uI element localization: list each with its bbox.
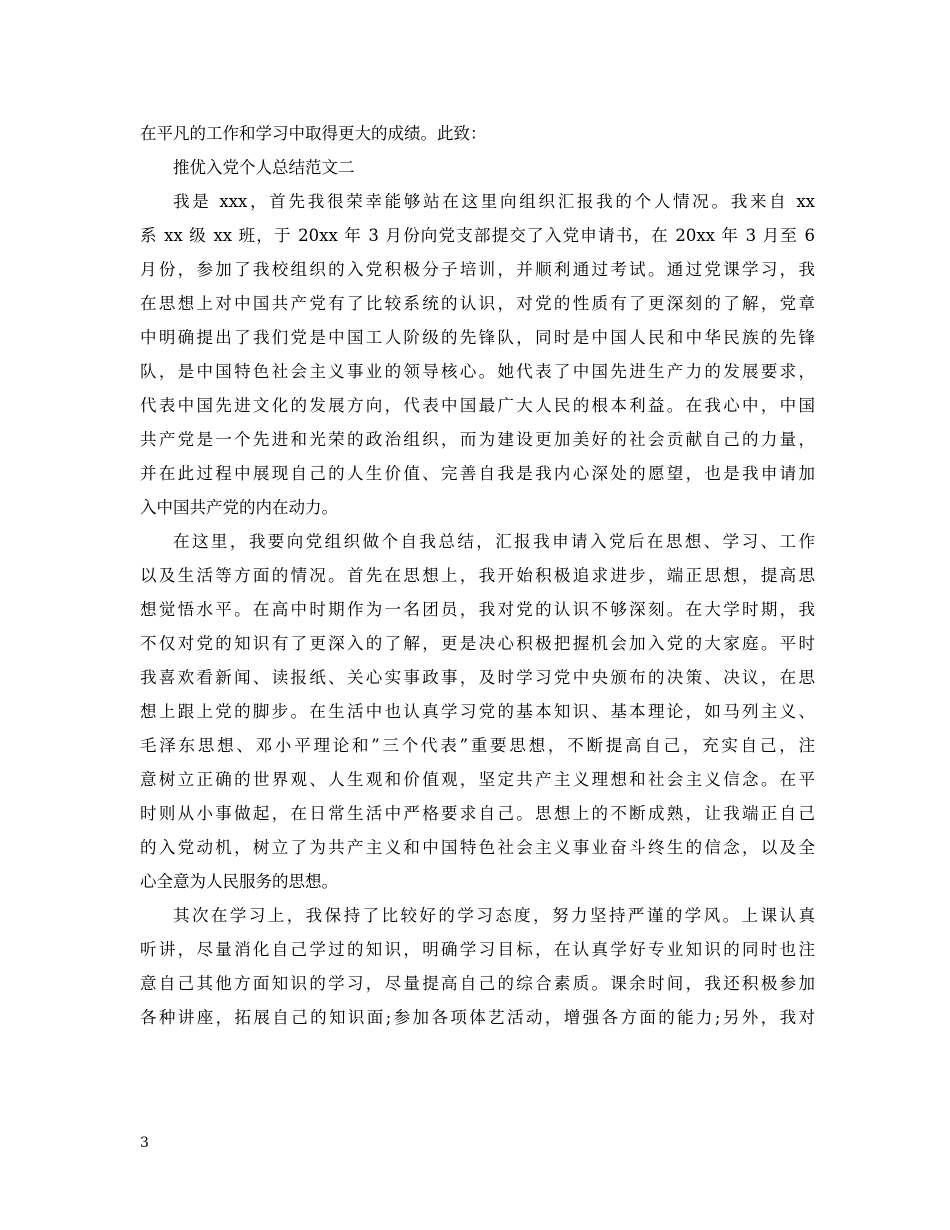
text-line: 毛泽东思想、邓小平理论和”三个代表”重要思想，不断提高自己，充实自己，注 xyxy=(140,736,815,755)
text-line: 意自己其他方面知识的学习，尽量提高自己的综合素质。课余时间，我还积极参加 xyxy=(140,974,815,993)
document-body xyxy=(140,117,815,1035)
text-line: 入中国共产党的内在动力。 xyxy=(140,498,338,517)
text-line: 心全意为人民服务的思想。 xyxy=(140,872,338,891)
text-line: 时则从小事做起，在日常生活中严格要求自己。思想上的不断成熟，让我端正自己 xyxy=(140,804,815,823)
page-number: 3 xyxy=(140,1135,149,1151)
text-line: 我是 xxx，首先我很荣幸能够站在这里向组织汇报我的个人情况。我来自 xx xyxy=(173,192,815,211)
text-line: 其次在学习上，我保持了比较好的学习态度，努力坚持严谨的学风。上课认真 xyxy=(173,906,815,925)
text-line: 想觉悟水平。在高中时期作为一名团员，我对党的认识不够深刻。在大学时期，我 xyxy=(140,600,815,619)
text-line: 在这里，我要向党组织做个自我总结，汇报我申请入党后在思想、学习、工作 xyxy=(173,532,815,551)
text-line: 在思想上对中国共产党有了比较系统的认识，对党的性质有了更深刻的了解，党章 xyxy=(140,294,815,313)
text-line: 以及生活等方面的情况。首先在思想上，我开始积极追求进步，端正思想，提高思 xyxy=(140,566,815,585)
text-line: 中明确提出了我们党是中国工人阶级的先锋队，同时是中国人民和中华民族的先锋 xyxy=(140,328,815,347)
text-line: 想上跟上党的脚步。在生活中也认真学习党的基本知识、基本理论，如马列主义、 xyxy=(140,702,815,721)
text-line: 推优入党个人总结范文二 xyxy=(173,158,355,177)
text-line: 队，是中国特色社会主义事业的领导核心。她代表了中国先进生产力的发展要求， xyxy=(140,362,815,381)
text-line: 各种讲座，拓展自己的知识面;参加各项体艺活动，增强各方面的能力;另外，我对 xyxy=(140,1008,815,1027)
text-line: 我喜欢看新闻、读报纸、关心实事政事，及时学习党中央颁布的决策、决议，在思 xyxy=(140,668,815,687)
text-line: 在平凡的工作和学习中取得更大的成绩。此致： xyxy=(140,124,487,143)
text-line: 听讲，尽量消化自己学过的知识，明确学习目标，在认真学好专业知识的同时也注 xyxy=(140,940,815,959)
text-line: 共产党是一个先进和光荣的政治组织，而为建设更加美好的社会贡献自己的力量， xyxy=(140,430,815,449)
text-line: 并在此过程中展现自己的人生价值、完善自我是我内心深处的愿望，也是我申请加 xyxy=(140,464,815,483)
text-line: 代表中国先进文化的发展方向，代表中国最广大人民的根本利益。在我心中，中国 xyxy=(140,396,815,415)
text-line: 意树立正确的世界观、人生观和价值观，坚定共产主义理想和社会主义信念。在平 xyxy=(140,770,815,789)
text-line: 不仅对党的知识有了更深入的了解，更是决心积极把握机会加入党的大家庭。平时 xyxy=(140,634,815,653)
text-line: 的入党动机，树立了为共产主义和中国特色社会主义事业奋斗终生的信念，以及全 xyxy=(140,838,815,857)
text-line: 系 xx 级 xx 班，于 20xx 年 3 月份向党支部提交了入党申请书，在 20xx 年 3 月至 6 xyxy=(140,226,815,245)
text-line: 月份，参加了我校组织的入党积极分子培训，并顺利通过考试。通过党课学习，我 xyxy=(140,260,815,279)
